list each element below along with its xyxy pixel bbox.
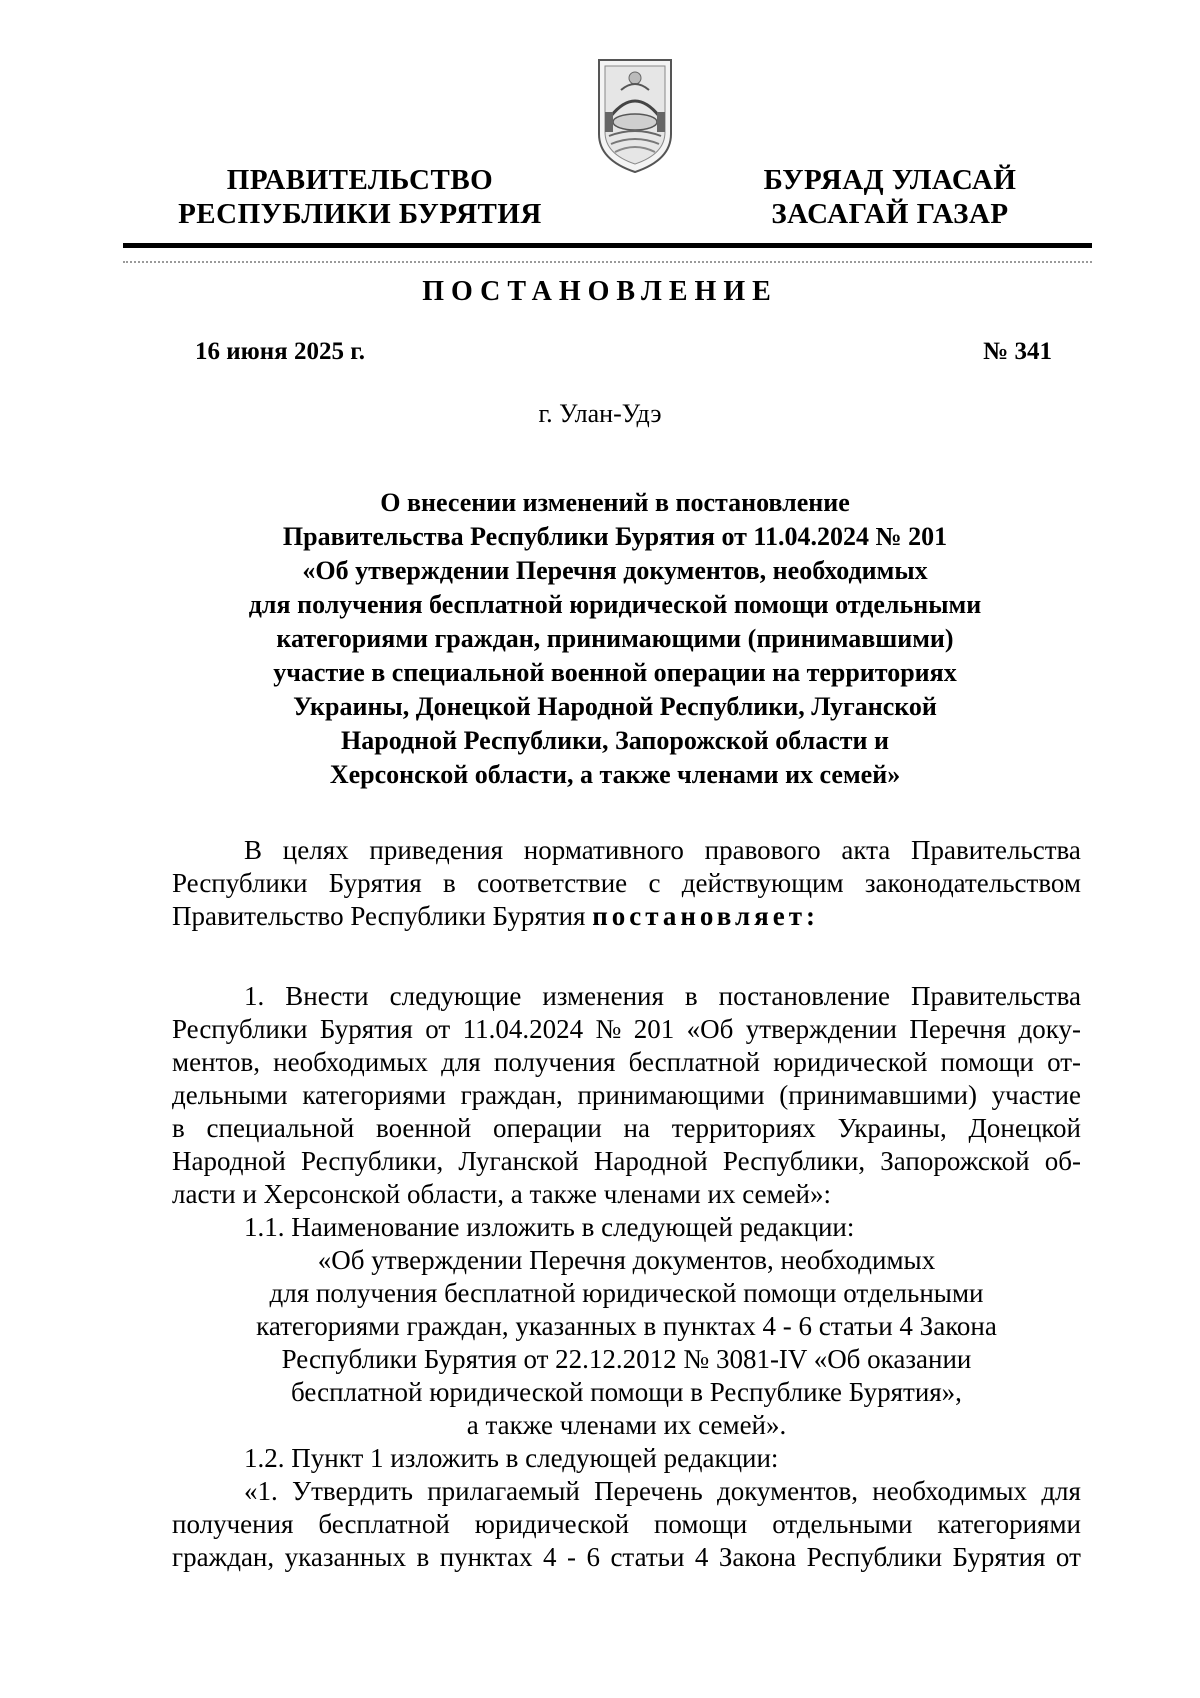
word: Перечень [594, 1476, 703, 1506]
word: для [441, 1047, 481, 1077]
word: бесплатной [628, 1047, 760, 1077]
title-line: Украины, Донецкой Народной Республики, Луганской [293, 692, 937, 721]
word: от- [1047, 1047, 1081, 1077]
paragraph-1-line [172, 1046, 1081, 1079]
word: правового [704, 835, 821, 865]
word: Правительства [911, 981, 1081, 1011]
word: следующие [389, 981, 522, 1011]
word: прилагаемый [427, 1476, 580, 1506]
preamble-paragraph [172, 834, 1081, 933]
word: от [1055, 1542, 1081, 1572]
header-divider-thick [123, 243, 1092, 248]
word: Республики, [722, 1146, 866, 1176]
title-line: категориями граждан, принимающими (принимавшими) [276, 624, 954, 653]
quote-line: «Об утверждении Перечня документов, необходимых [317, 1245, 936, 1275]
word: 4 [543, 1542, 557, 1572]
word: Донецкой [968, 1113, 1081, 1143]
title-line: Народной Республики, Запорожской области и [341, 726, 889, 755]
document-title [150, 486, 1080, 792]
word: 6 [586, 1542, 600, 1572]
resolves-keyword: постановляет: [592, 901, 819, 931]
document-type: ПОСТАНОВЛЕНИЕ [422, 276, 778, 307]
word: помощи [653, 1509, 748, 1539]
quote-line: Республики Бурятия от 22.12.2012 № 3081-IV «Об оказании [281, 1344, 972, 1374]
word: доку- [1018, 1014, 1081, 1044]
word: № [595, 1014, 622, 1044]
paragraph-1-line [172, 1079, 1081, 1112]
word: в [443, 868, 456, 898]
word: Украины, [837, 1113, 947, 1143]
paragraph-1 [172, 980, 1081, 1574]
word: от [425, 1014, 451, 1044]
document-date: 16 июня 2025 г. [195, 338, 365, 365]
word: законодательством [864, 868, 1081, 898]
word: военной [376, 1113, 472, 1143]
word: действующим [681, 868, 844, 898]
preamble-line-1 [172, 834, 1081, 867]
word: соответствие [477, 868, 628, 898]
header-right-line-2: ЗАСАГАЙ ГАЗАР [771, 198, 1009, 230]
word: принимающими [577, 1080, 765, 1110]
word: Луганской [458, 1146, 579, 1176]
title-line: «Об утверждении Перечня документов, необходимых [302, 556, 928, 585]
word: операции [493, 1113, 602, 1143]
header-divider-thin [123, 261, 1092, 263]
word: документов, [716, 1476, 859, 1506]
paragraph-1-line [172, 1013, 1081, 1046]
word: в [172, 1113, 185, 1143]
word: Правительства [911, 835, 1081, 865]
paragraph-1-line [172, 1112, 1081, 1145]
word: необходимых [872, 1476, 1028, 1506]
word: юридической [773, 1047, 928, 1077]
word: об- [1044, 1146, 1081, 1176]
word: на [623, 1113, 650, 1143]
word: получения [172, 1509, 294, 1539]
document-place: г. Улан-Удэ [538, 399, 662, 428]
word: Народной [172, 1146, 286, 1176]
paragraph-1-2-quote-line [172, 1475, 1081, 1508]
word: пунктах [439, 1542, 533, 1572]
word: Бурятия [319, 1014, 413, 1044]
word: указанных [284, 1542, 407, 1572]
word: «1. [244, 1476, 278, 1506]
word: целях [282, 835, 349, 865]
document-number: № 341 [983, 338, 1052, 365]
word: утверждении [745, 1014, 897, 1044]
word: граждан, [460, 1080, 563, 1110]
word: Закона [718, 1542, 797, 1572]
word: 1. [244, 981, 265, 1011]
word: бесплатной [318, 1509, 450, 1539]
paragraph-1-2: 1.2. Пункт 1 изложить в следующей редакции: [244, 1443, 779, 1473]
word: постановление [718, 981, 891, 1011]
word: Республики [172, 1014, 308, 1044]
word: специальной [206, 1113, 355, 1143]
header-right-line-1: БУРЯАД УЛАСАЙ [763, 164, 1017, 196]
word: Республики, [301, 1146, 444, 1176]
word: 4 [694, 1542, 709, 1572]
paragraph-1-1: 1.1. Наименование изложить в следующей редакции: [244, 1212, 855, 1242]
word: Народной [593, 1146, 708, 1176]
word: изменения [542, 981, 664, 1011]
word: 201 [633, 1014, 675, 1044]
paragraph-1-2-quote-line [172, 1541, 1081, 1574]
word: Внести [285, 981, 369, 1011]
word: приведения [369, 835, 504, 865]
word: для [1041, 1476, 1081, 1506]
word: отдельными [772, 1509, 913, 1539]
word: акта [841, 835, 891, 865]
word: участие [991, 1080, 1081, 1110]
word: получения [493, 1047, 616, 1077]
quote-line: для получения бесплатной юридической помощи отдельными [269, 1278, 984, 1308]
quote-line: а также членами их семей». [466, 1410, 787, 1440]
title-line: О внесении изменений в постановление [380, 488, 850, 517]
government-name-russian [170, 163, 550, 231]
title-line: Херсонской области, а также членами их семей» [329, 760, 901, 789]
paragraph-1-line: ласти и Херсонской области, а также членами их семей»: [172, 1179, 832, 1209]
word: территориях [671, 1113, 816, 1143]
word: нормативного [523, 835, 684, 865]
word: Бурятия [328, 868, 422, 898]
word: необходимых [273, 1047, 428, 1077]
word: дельными [172, 1080, 288, 1110]
government-name-buryat [740, 163, 1040, 231]
word: граждан, [172, 1542, 275, 1572]
preamble-line-3 [172, 900, 1081, 933]
paragraph-1-2-quote-line [172, 1508, 1081, 1541]
word: Перечня [909, 1014, 1007, 1044]
word: Утвердить [292, 1476, 413, 1506]
word: Бурятия [952, 1542, 1046, 1572]
paragraph-1-line [172, 980, 1081, 1013]
quote-line: бесплатной юридической помощи в Республике Бурятия», [291, 1377, 962, 1407]
word: В [244, 835, 263, 865]
word: «Об [686, 1014, 734, 1044]
word: категориями [937, 1509, 1081, 1539]
word: помощи [940, 1047, 1034, 1077]
preamble-line-2 [172, 867, 1081, 900]
quote-line: категориями граждан, указанных в пунктах 4 - 6 статьи 4 Закона [256, 1311, 997, 1341]
word: - [566, 1542, 576, 1572]
word: Республики [172, 868, 308, 898]
word: статьи [610, 1542, 685, 1572]
preamble-text: Правительство Республики Бурятия [172, 901, 586, 931]
header-left-line-1: ПРАВИТЕЛЬСТВО [226, 164, 494, 196]
word: (принимавшими) [779, 1080, 977, 1110]
new-title-quote [172, 1244, 1081, 1442]
word: ментов, [172, 1047, 260, 1077]
word: Запорожской [880, 1146, 1030, 1176]
coat-of-arms-emblem [591, 56, 679, 176]
word: юридической [474, 1509, 630, 1539]
word: с [648, 868, 661, 898]
word: Республики [806, 1542, 943, 1572]
word: в [416, 1542, 430, 1572]
paragraph-1-line [172, 1145, 1081, 1178]
header-left-line-2: РЕСПУБЛИКИ БУРЯТИЯ [178, 198, 542, 230]
word: категориями [302, 1080, 446, 1110]
title-line: участие в специальной военной операции на территориях [273, 658, 957, 687]
word: 11.04.2024 [462, 1014, 584, 1044]
title-line: Правительства Республики Бурятия от 11.04.2024 № 201 [282, 522, 948, 551]
word: в [684, 981, 698, 1011]
title-line: для получения бесплатной юридической помощи отдельными [248, 590, 982, 619]
